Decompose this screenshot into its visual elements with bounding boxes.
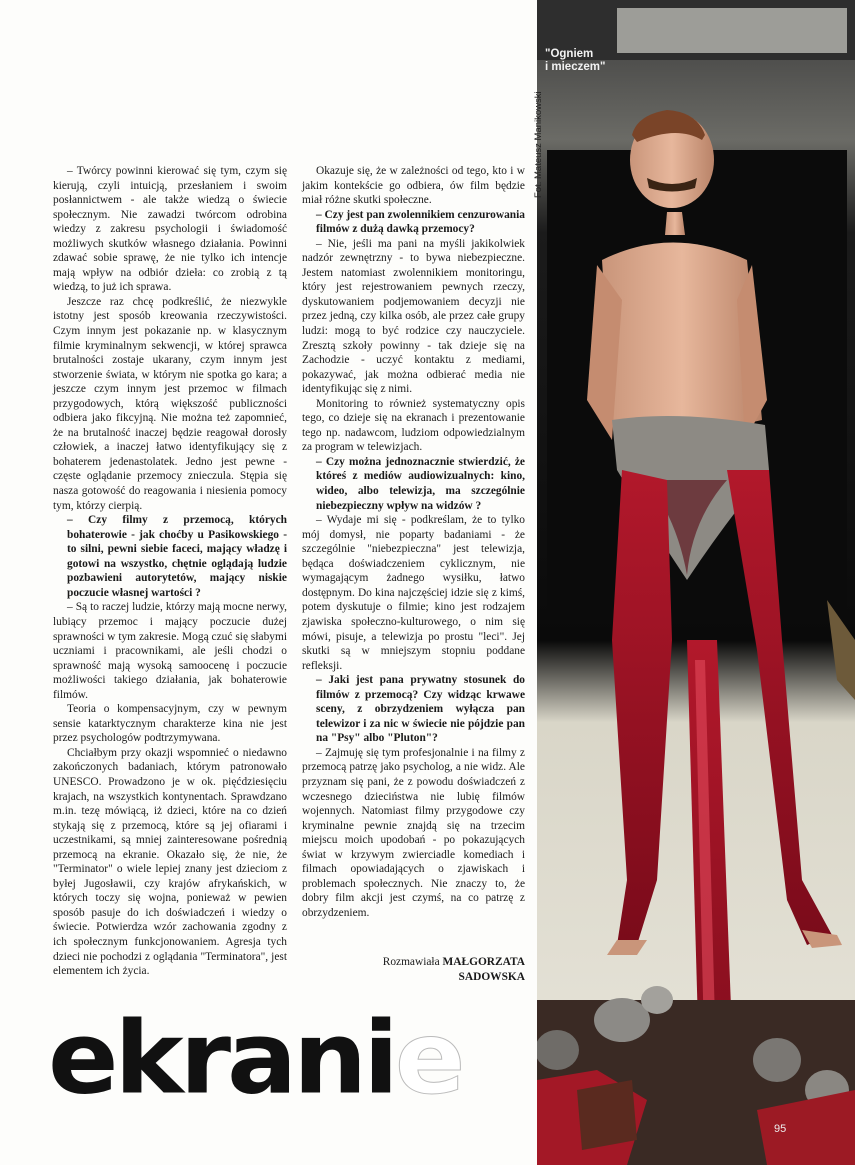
interview-question: – Jaki jest pana prywatny stosunek do filmów z przemocą? Czy widząc krwawe sceny, z obrzydzeniem wyłącza pan telewizor i za nic w świecie nie pójdzie pan na "Psy" albo "Pluton"? <box>316 674 525 745</box>
interview-question: – Czy jest pan zwolennikiem cenzurowania filmów z dużą dawką przemocy? <box>316 208 525 236</box>
paragraph: – Nie, jeśli ma pani na myśli jakikolwiek nadzór zewnętrzny - to bywa niebezpieczne. Jestem natomiast zwolennikiem monitoringu, który jest rejestrowaniem pewnych rzeczy, dyskutowaniem podjemowaniem decyzji nie przez jedną, czy kilka osób, ale przez całe grupy ludzi: mogą to być rodzice czy nauczyciele. Zresztą szkoły powinny - tak dzieje się na Zachodzie - uczyć kontaktu z mediami, pokazywać, jak można odbierać media nie identyfikując się z nimi. <box>302 237 525 396</box>
headline-word <box>48 999 462 1117</box>
interview-question: – Czy filmy z przemocą, których bohaterowie - jak choćby u Pasikowskiego - to silni, pewni siebie faceci, mający władzę i gotowi na wszystko, chętnie oglądają ludzie pozbawieni autorytetów, mający niskie poczucie własnej wartości ? <box>67 514 287 599</box>
signature-first-name: MAŁGORZATA <box>442 956 525 968</box>
photo-credit-text: Fot. Mateusz Manikowski <box>533 91 544 198</box>
paragraph: Chciałbym przy okazji wspomnieć o niedawno zakończonych badaniach, którym patronowało UNESCO. Prowadzono je w ok. pięćdziesięciu krajach, na wszystkich kontynentach. Sprawdzano m.in. tezę mówiącą, iż dzieci, które na co dzień stykają się z przemocą, które są jej ofiarami i uczestnikami, są mniej zainteresowane pośrednią przemocą na ekranie. Okazało się, że nie, że "Terminator" o wiele lepiej znany jest dzieciom z byłej Jugosławii, czy krajów afrykańskich, w których toczy się wojna, ponieważ w pewien sposób pasuje do ich doświadczeń i wiedzy o świecie. Potwierdza wzór zachowania zgodny z ich społecznym funkcjonowaniem. Agresja tych dzieci nie pochodzi z oglądania "Terminatora", jest elementem ich życia. <box>53 746 287 978</box>
paragraph: Jeszcze raz chcę podkreślić, że niezwykle istotny jest sposób kreowania rzeczywistości. Czym innym jest pokazanie np. w klasycznym filmie kryminalnym sekwencji, w której sprawca brutalności zostaje ukarany, czym innym jest stworzenie świata, w którym nie spotka go kara; a jeszcze czym innym jest przemoc w filmach przygodowych, którą większość publiczności odbiera jako fikcyjną. Nie można też zapomnieć, że na brutalność inaczej będzie reagował dorosły człowiek, a inaczej łatwo identyfikujący się z bohaterem jedenastolatek. Jedno jest pewne - częste oglądanie przemocy znieczula. Stępia się nasza gotowość do reagowania i niesienia pomocy tym, którzy cierpią. <box>53 295 287 512</box>
photo-caption-line-1: "Ogniem <box>545 48 594 60</box>
interviewer-signature <box>360 955 525 984</box>
signature-prefix: Rozmawiała <box>382 956 440 968</box>
film-still-illustration <box>537 0 855 1165</box>
paragraph: – Twórcy powinni kierować się tym, czym się kierują, czyli intuicją, przesłaniem i swoim posłannictwem - ale także wiedzą o świecie społecznym. Nie zawadzi twórcom odrobina wiedzy z zakresu psychologii i świadomość możliwych skutków własnego działania. Powinni zdawać sobie sprawę, że nie tylko ich intencje mają wpływ na odbiór dzieła: co zrobią z tą wiedzą, to już ich sprawa. <box>53 165 287 294</box>
paragraph: – Są to raczej ludzie, którzy mają mocne nerwy, lubiący przemoc i mający poczucie dużej sprawności w tym zakresie. Mogą czuć się słabymi uczniami i pracownikami, ale jeśli chodzi o sprawność mają wysoką samoocenę i poczucie możliwości takiego działania, jak bohaterowie filmów. <box>53 601 287 701</box>
headline-last-letter: e <box>394 999 462 1117</box>
paragraph: Okazuje się, że w zależności od tego, kto i w jakim kontekście go odbiera, ów film będzie miał różne skutki społeczne. <box>302 165 525 207</box>
signature-last-name: SADOWSKA <box>458 970 525 983</box>
headline-main: ekrani <box>48 999 395 1117</box>
film-still-photo <box>537 0 855 1165</box>
photo-caption <box>545 48 635 74</box>
paragraph: – Zajmuję się tym profesjonalnie i na filmy z przemocą patrzę jako psycholog, a nie widz. Ale przyznam się pani, że z powodu doświadczeń z wczesnego dzieciństwa nie lubię filmów wojennych. Natomiast filmy przygodowe czy kryminalne pewnie znajdą się na trzecim miejscu moich upodobań - po pokazujących świat w krzywym zwierciadle komediach i filmach opowiadających o zjawiskach i problemach społecznych. Nie znaczy to, że dobry film akcji jest czymś, na co patrzę z obrzydzeniem. <box>302 746 525 919</box>
article-column-2 <box>302 164 525 920</box>
page-number: 95 <box>774 1123 787 1135</box>
interview-question: – Czy można jednoznacznie stwierdzić, że któreś z mediów audiowizualnych: kino, wideo, albo telewizja, ma szczególnie niebezpieczny wpływ na widzów ? <box>316 455 525 512</box>
article-column-1 <box>53 164 287 979</box>
photo-caption-line-2: i mieczem" <box>545 61 606 73</box>
paragraph: Monitoring to również systematyczny opis tego, co dzieje się na ekranach i prezentowanie tego np. nadawcom, ludziom odpowiedzialnym za program w telewizjach. <box>302 397 525 454</box>
paragraph: Teoria o kompensacyjnym, czy w pewnym sensie katarktycznym charakterze kina nie jest przez psychologów podtrzymywana. <box>53 703 287 745</box>
paragraph: – Wydaje mi się - podkreślam, że to tylko mój domysł, nie poparty badaniami - że szczególnie "niebezpieczna" jest telewizja, będąca doświadczeniem cyklicznym, nie wymagającym żadnego wysiłku, łatwo dostępnym. Do kina najczęściej idzie się z kimś, potem dyskutuje o filmie; kino jest rodzajem zjawiska społeczno-kulturowego, o nim się mówi, pisuje, a telewizja po prostu "leci". Jej skutki są w mniejszym stopniu poddane refleksji. <box>302 514 525 672</box>
